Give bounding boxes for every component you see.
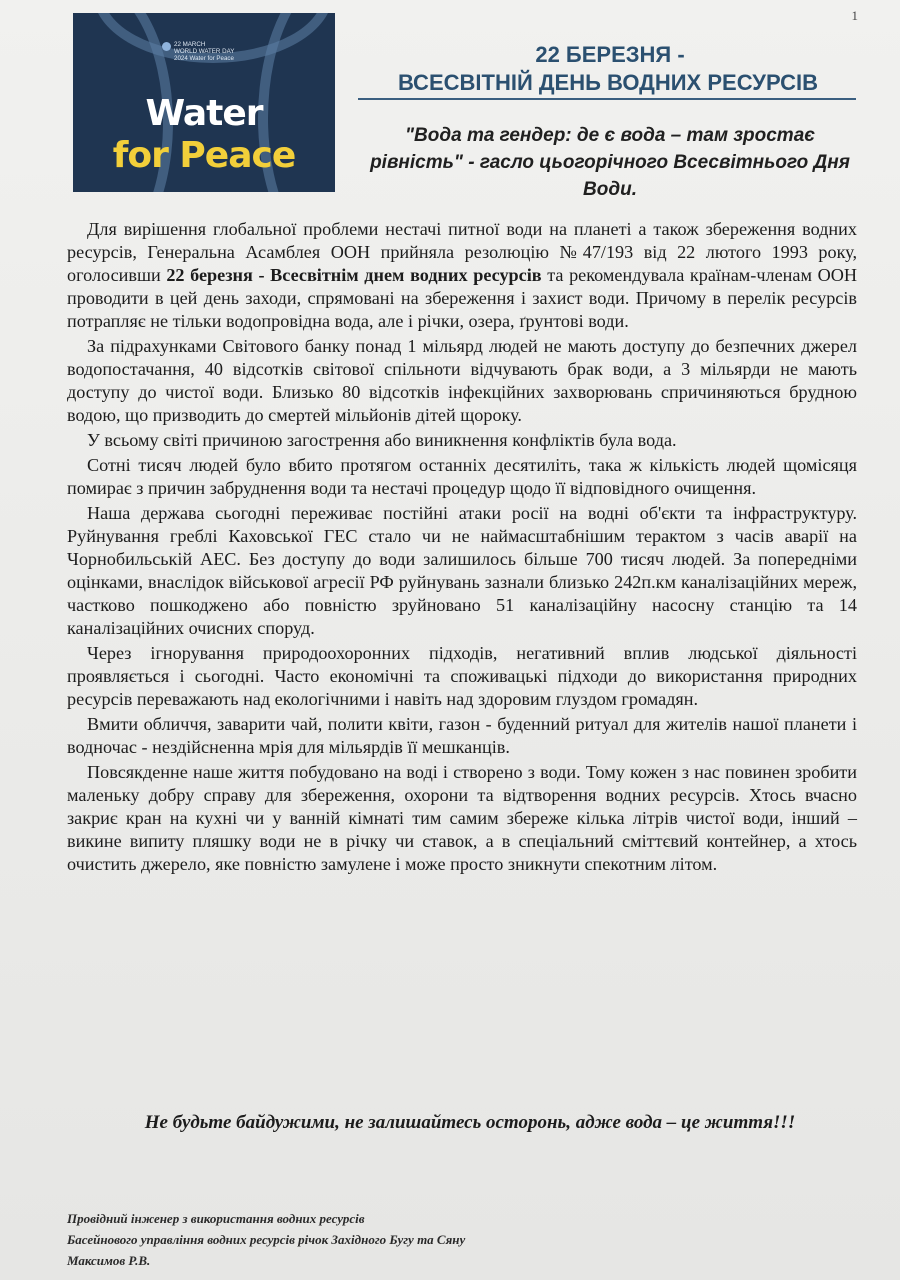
logo-badge-line1: 22 MARCH xyxy=(174,41,206,48)
paragraph-5: Наша держава сьогодні переживає постійні атаки росії на водні об'єкти та інфраструктуру. Руйнування греблі Каховської ГЕС стало чи не наймасштабнішим терактом з часів аварії на Чорнобильській АЕС. Без доступу до води залишилось більше 700 тисяч людей. За попередніми оцінками, внаслідок військової агресії РФ руйнувань зазнали близько 242п.км каналізаційних мереж, частково пошкоджено або повністю зруйновано 51 каналізаційну насосну станцію та 14 каналізаційних очисних споруд. xyxy=(67,503,857,638)
water-for-peace-logo xyxy=(73,13,335,192)
signature-block xyxy=(67,1208,767,1271)
header-date: 22 БЕРЕЗНЯ - xyxy=(535,42,685,67)
paragraph-1-bold: 22 березня - Всесвітнім днем водних ресурсів xyxy=(166,265,542,285)
slogan-rest: - гасло цьогорічного Всесвітнього Дня Води. xyxy=(462,152,850,200)
header-title: ВСЕСВІТНІЙ ДЕНЬ ВОДНИХ РЕСУРСІВ xyxy=(398,70,818,95)
header-slogan xyxy=(360,122,860,203)
paragraph-2: За підрахунками Світового банку понад 1 мільярд людей не мають доступу до безпечних джерел водопостачання, 40 відсотків світової спільноти відчувають брак води, а 3 мільярди не мають доступу до чистої води. Близько 80 відсотків інфекційних захворювань спричиняються брудною водою, що призводить до смертей мільйонів дітей щороку. xyxy=(67,336,857,425)
header-underline xyxy=(358,98,856,100)
closing-appeal: Не будьте байдужими, не залишайтесь осторонь, адже вода – це життя!!! xyxy=(144,1112,796,1133)
signature-line-2: Басейнового управління водних ресурсів річок Західного Бугу та Сяну xyxy=(67,1232,466,1247)
paragraph-1 xyxy=(67,218,857,333)
article-body xyxy=(67,218,857,876)
logo-word-water: Water xyxy=(145,93,263,134)
paragraph-7: Вмити обличчя, заварити чай, полити квіти, газон - буденний ритуал для жителів нашої планети і водночас - нездійсненна мрія для мільярдів її мешканців. xyxy=(67,714,857,757)
paragraph-8: Повсякденне наше життя побудовано на воді і створено з води. Тому кожен з нас повинен зробити маленьку добру справу для збереження, охорони та відтворення водних ресурсів. Хтось вчасно закриє кран на кухні чи у ванній кімнаті тим самим збереже кілька літрів чистої води, інший – викине випиту пляшку води не в річку чи ставок, а в спеціальний сміттєвий контейнер, а хтось очистить джерело, яке повністю замулене і може просто зникнути спекотним літом. xyxy=(67,762,857,874)
paragraph-4: Сотні тисяч людей було вбито протягом останніх десятиліть, така ж кількість людей щомісяця помирає з причин забруднення води та нестачі процедур щодо її відповідного очищення. xyxy=(67,455,857,498)
logo-badge xyxy=(174,41,244,62)
paragraph-1-text-a: Для вирішення глобальної проблеми нестачі питної води на планеті а також збереження водних ресурсів, Генеральна Асамблея ООН прийняла резолюцію №47/193 від 22 лютого 1993 року, оголосивши xyxy=(67,219,857,285)
signature-line-1: Провідний інженер з використання водних ресурсів xyxy=(67,1211,365,1226)
un-emblem-icon xyxy=(162,42,171,51)
logo-badge-line3: 2024 Water for Peace xyxy=(174,55,234,62)
paragraph-6: Через ігнорування природоохоронних підходів, негативний вплив людської діяльності проявляється і сьогодні. Часто економічні та споживацькі підходи до використання природних ресурсів переважають над екологічними і навіть над здоровим глуздом громадян. xyxy=(67,643,857,709)
signature-line-3: Максимов Р.В. xyxy=(67,1253,151,1268)
paragraph-1-text-c: та рекомендувала країнам-членам ООН проводити в цей день заходи, спрямовані на збереження і захист води. Причому в перелік ресурсів потрапляє не тільки водопровідна вода, але і річки, озера, ґрунтові води. xyxy=(67,265,857,331)
page-number: 1 xyxy=(851,8,858,23)
logo-word-peace: for Peace xyxy=(112,135,296,176)
logo-badge-line2: WORLD WATER DAY xyxy=(174,48,235,55)
paragraph-3: У всьому світі причиною загострення або виникнення конфліктів була вода. xyxy=(87,430,677,450)
slogan-quote: "Вода та гендер: де є вода – там зростає рівність" xyxy=(370,125,815,173)
